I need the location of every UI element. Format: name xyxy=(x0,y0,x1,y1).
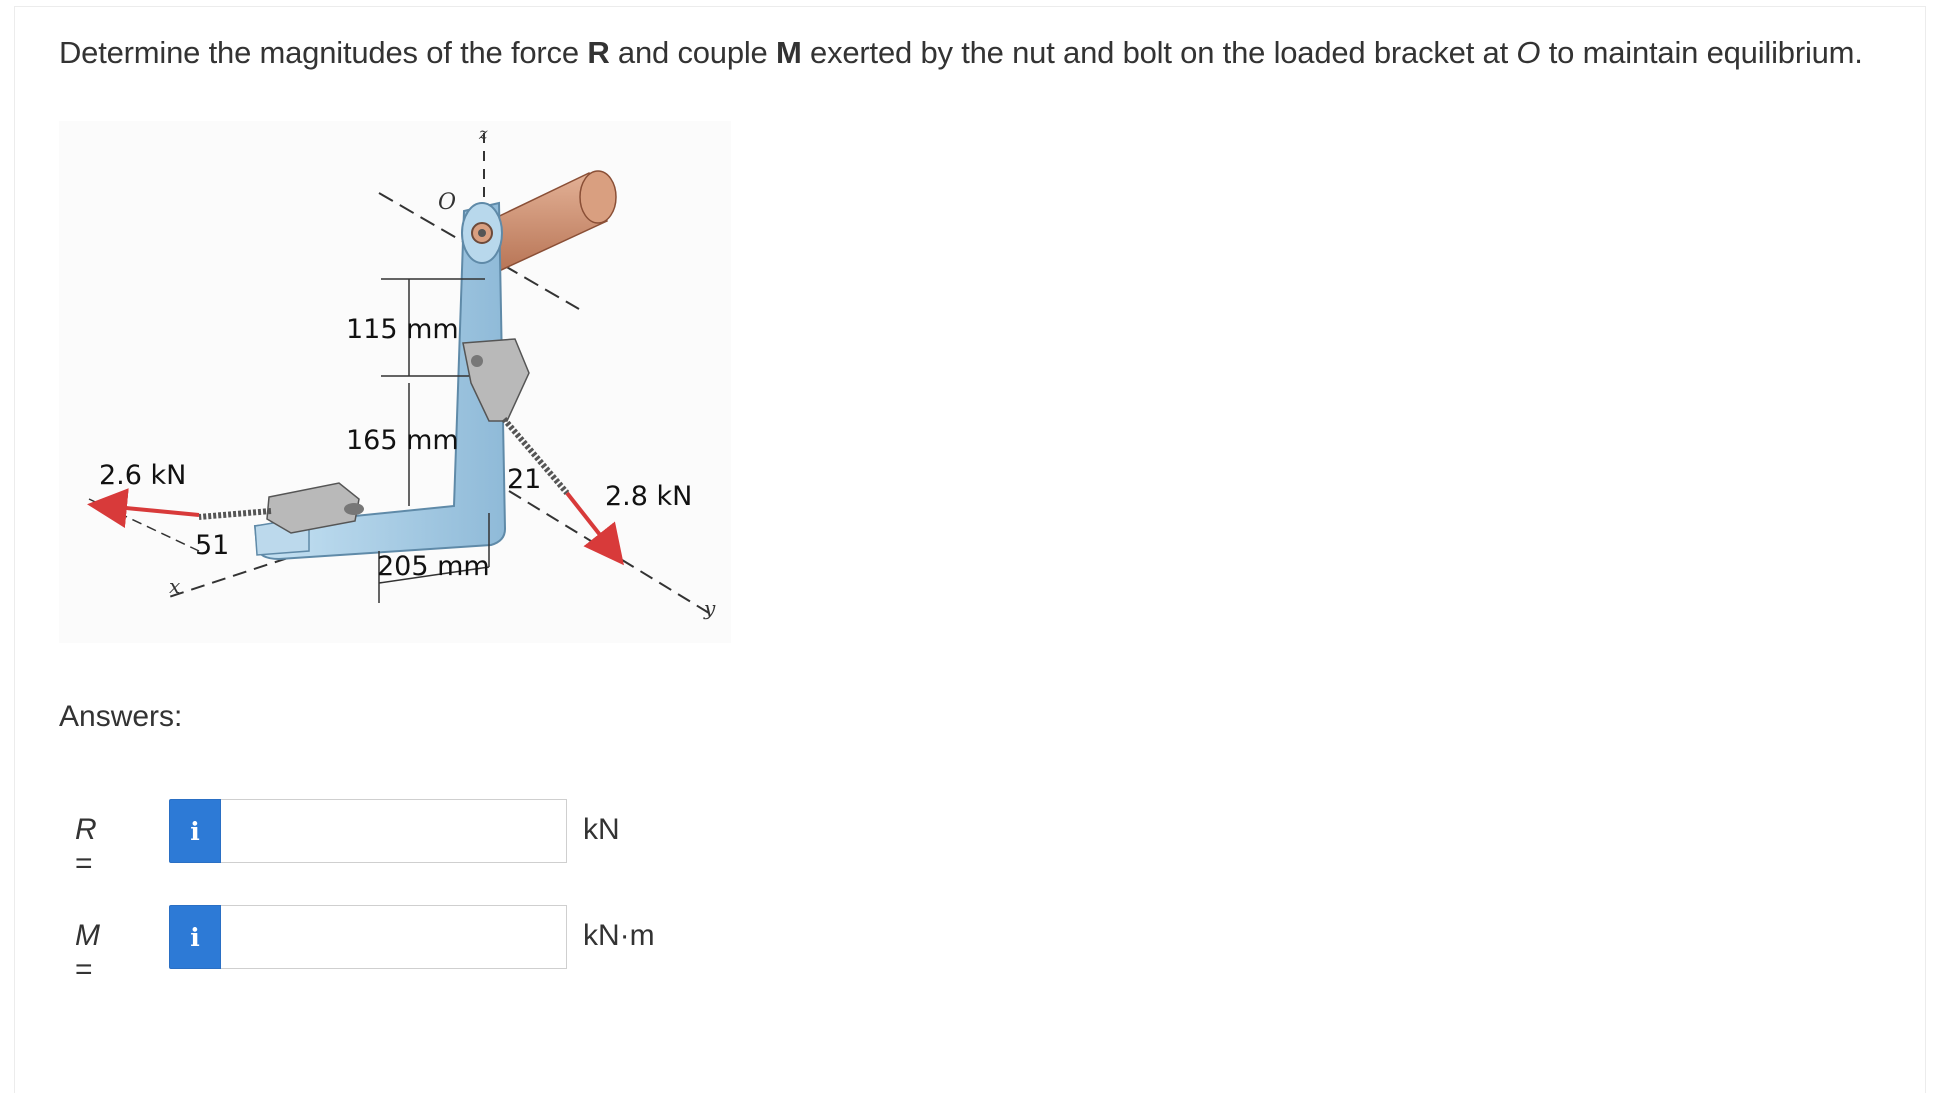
question-panel xyxy=(14,6,1926,1093)
r-variable-label: R = xyxy=(75,813,97,880)
bracket-figure xyxy=(59,121,731,643)
bracket-diagram xyxy=(59,121,731,643)
dim-top-label: 115 mm xyxy=(346,314,459,345)
dim-mid-label: 165 mm xyxy=(346,425,459,456)
angle-left-label: 51 xyxy=(195,530,230,561)
force-left-label: 2.6 kN xyxy=(99,460,187,491)
point-symbol: O xyxy=(1516,35,1541,70)
force-right-label: 2.8 kN xyxy=(605,481,693,512)
point-o-label: O xyxy=(438,190,457,215)
m-unit-label: kN·m xyxy=(583,919,655,952)
r-unit-label: kN xyxy=(583,813,620,846)
question-text: Determine the magnitudes of the force R and couple M exerted by the nut and bolt on the loaded bracket at O to maintain equilibrium. xyxy=(59,35,1863,70)
r-answer-input[interactable] xyxy=(221,799,567,863)
bolt-at-o xyxy=(489,171,616,271)
angle-right-label: 21 xyxy=(507,464,542,495)
axis-z-label: z xyxy=(479,124,488,143)
dim-bottom-label: 205 mm xyxy=(377,551,490,582)
couple-symbol: M xyxy=(776,35,802,70)
m-answer-input[interactable] xyxy=(221,905,567,969)
r-info-icon[interactable]: i xyxy=(169,799,221,863)
m-info-icon[interactable]: i xyxy=(169,905,221,969)
m-variable-label: M = xyxy=(75,919,100,986)
answers-heading: Answers: xyxy=(59,700,183,733)
force-symbol: R xyxy=(587,35,610,70)
axis-x-label: x xyxy=(169,574,181,598)
axis-y-label: y xyxy=(704,596,716,620)
